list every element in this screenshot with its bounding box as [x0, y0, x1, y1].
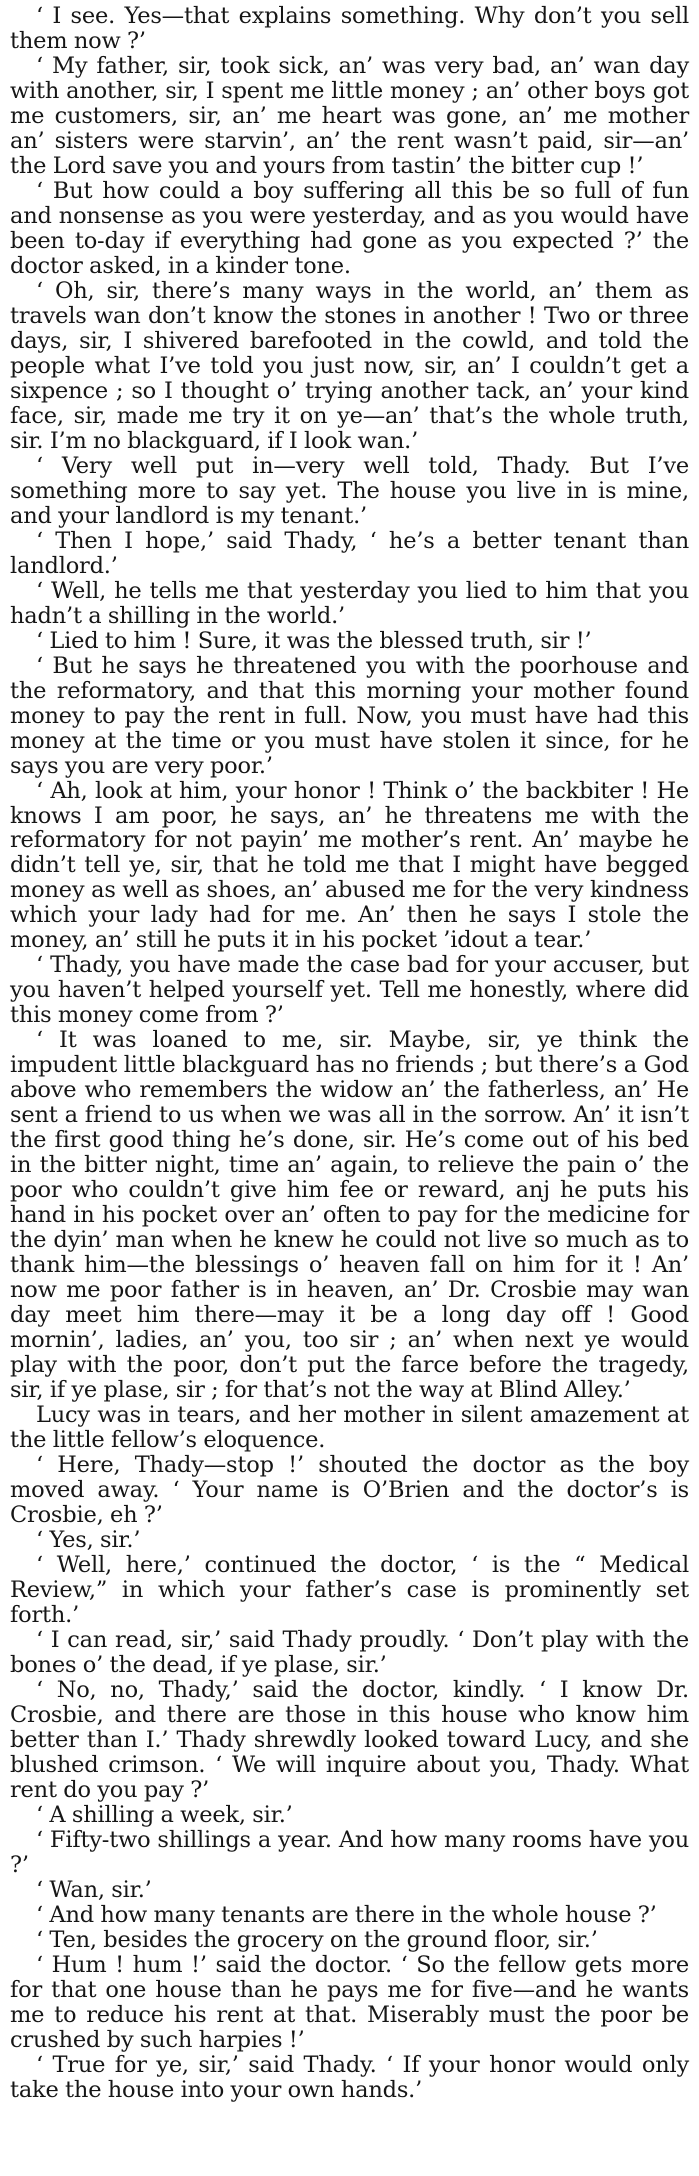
paragraph: ‘ I see. Yes—that explains something. Why don’t you sell them now ?’	[10, 3, 689, 54]
paragraph: ‘ Well, here,’ continued the doctor, ‘ is the “ Medical Review,” in which your father’s case is prominently set forth.’	[10, 1552, 689, 1628]
paragraph: ‘ Very well put in—very well told, Thady. But I’ve something more to say yet. The house you live in is mine, and your landlord is my tenant.’	[10, 452, 689, 529]
paragraph: ‘ My father, sir, took sick, an’ was very bad, an’ wan day with another, sir, I spent me little money ; an’ other boys got me customers, sir, an’ me heart was gone, an’ me mother an’ sisters were starvin’, an’ the rent wasn’t paid, sir—an’ the Lord save you and yours from tastin’ the bitter cup !’	[10, 52, 689, 179]
paragraph: ‘ Here, Thady—stop !’ shouted the doctor as the boy moved away. ‘ Your name is O’Brien and the doctor’s is Crosbie, eh ?’	[10, 1452, 689, 1529]
paragraph: ‘ Wan, sir.’	[36, 1876, 152, 1903]
paragraph: ‘ Hum ! hum !’ said the doctor. ‘ So the fellow gets more for that one house than he pays me for five—and he wants me to reduce his rent at that. Miserably must the poor be crushed by such harpies !’	[10, 1951, 689, 2053]
paragraph: ‘ Well, he tells me that yesterday you lied to him that you hadn’t a shilling in the world.’	[10, 577, 689, 629]
paragraph: Lucy was in tears, and her mother in silent amazement at the little fellow’s eloquence.	[10, 1402, 689, 1454]
paragraph: ‘ Thady, you have made the case bad for your accuser, but you haven’t helped yourself yet. Tell me honestly, where did this money come from ?’	[10, 952, 689, 1029]
paragraph: ‘ Yes, sir.’	[36, 1527, 141, 1554]
paragraph: ‘ Oh, sir, there’s many ways in the world, an’ them as travels wan don’t know the stones in another ! Two or three days, sir, I shivered barefooted in the cowld, and told the people what I’ve told you just now, sir, an’ I couldn’t get a sixpence ; so I thought o’ trying another tack, an’ your kind face, sir, made me try it on ye—an’ that’s the whole truth, sir. I’m no blackguard, if I look wan.’	[10, 277, 689, 454]
paragraph: ‘ Fifty-two shillings a year. And how many rooms have you ?’	[10, 1826, 689, 1878]
paragraph: ‘ But how could a boy suffering all this be so full of fun and nonsense as you were yesterday, and as you would have been to-day if everything had gone as you expected ?’ the doctor asked, in a kinder tone.	[10, 177, 689, 279]
paragraph: ‘ But he says he threatened you with the poorhouse and the reformatory, and that this morning your mother found money to pay the rent in full. Now, you must have had this money at the time or you must have stolen it since, for he says you are very poor.’	[10, 652, 689, 779]
paragraph: ‘ Ten, besides the grocery on the ground floor, sir.’	[36, 1926, 598, 1953]
paragraph: ‘ And how many tenants are there in the whole house ?’	[36, 1901, 657, 1928]
paragraph: ‘ Ah, look at him, your honor ! Think o’ the backbiter ! He knows I am poor, he says, an’ he threatens me with the reformatory for not payin’ me mother’s rent. An’ maybe he didn’t tell ye, sir, that he told me that I might have begged money as well as shoes, an’ abused me for the very kindness which your lady had for me. An’ then he says I stole the money, an’ still he puts it in his pocket ’idout a tear.’	[10, 777, 689, 954]
paragraph: ‘ Lied to him ! Sure, it was the blessed truth, sir !’	[36, 627, 592, 654]
paragraph: ‘ I can read, sir,’ said Thady proudly. ‘ Don’t play with the bones o’ the dead, if ye plase, sir.’	[10, 1626, 689, 1678]
paragraph: ‘ Then I hope,’ said Thady, ‘ he’s a better tenant than landlord.’	[10, 527, 689, 579]
paragraph: ‘ No, no, Thady,’ said the doctor, kindly. ‘ I know Dr. Crosbie, and there are those in this house who know him better than I.’ Thady shrewdly looked toward Lucy, and she blushed crimson. ‘ We will inquire about you, Thady. What rent do you pay ?’	[10, 1676, 689, 1803]
paragraph: ‘ A shilling a week, sir.’	[36, 1801, 293, 1828]
paragraph: ‘ It was loaned to me, sir. Maybe, sir, ye think the impudent little blackguard has no friends ; but there’s a God above who remembers the widow an’ the fatherless, an’ He sent a friend to us when we was all in the sorrow. An’ it isn’t the first good thing he’s done, sir. He’s come out of his bed in the bitter night, time an’ again, to relieve the pain o’ the poor who couldn’t give him fee or reward, anj he puts his hand in his pocket over an’ often to pay for the medicine for the dyin’ man when he knew he could not live so much as to thank him—the blessings o’ heaven fall on him for it ! An’ now me poor father is in heaven, an’ Dr. Crosbie may wan day meet him there—may it be a long day off ! Good mornin’, ladies, an’ you, too sir ; an’ when next ye would play with the poor, don’t put the farce before the tragedy, sir, if ye plase, sir ; for that’s not the way at Blind Alley.’	[10, 1027, 689, 1404]
paragraph: ‘ True for ye, sir,’ said Thady. ‘ If your honor would only take the house into your own hands.’	[10, 2051, 689, 2103]
